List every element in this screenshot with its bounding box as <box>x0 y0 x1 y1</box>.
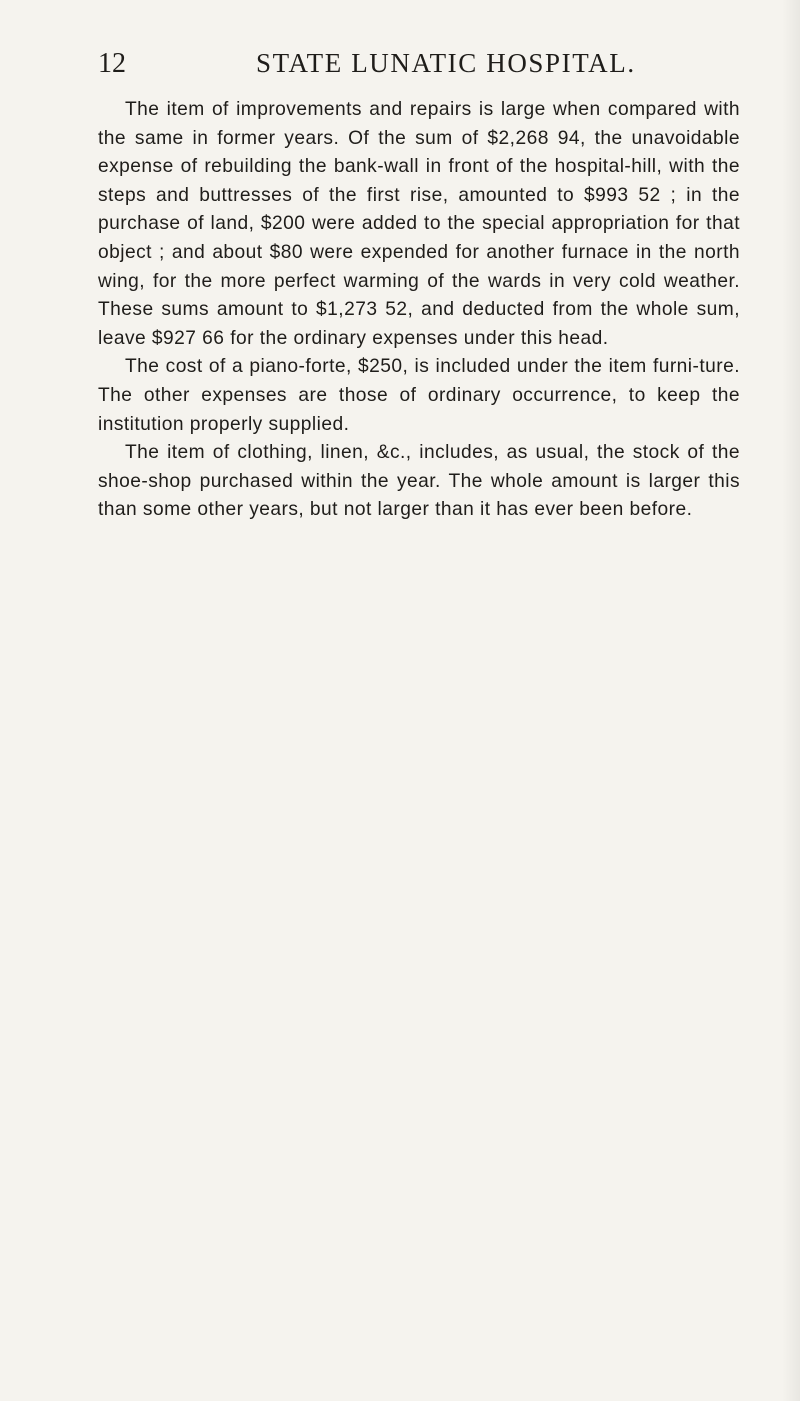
paragraph-clothing: The item of clothing, linen, &c., includes, as usual, the stock of the shoe-shop purchased within the year. The whole amount is larger this than some other years, but not larger than it has ever been before. <box>98 442 740 521</box>
paragraph-improvements: The item of improvements and repairs is large when compared with the same in former years. Of the sum of $2,268 94, the unavoidable expense of rebuilding the bank-wall in front of the hospital-hill, with the steps and buttresses of the first rise, amounted to $993 52 ; in the purchase of land, $200 were added to the special appropriation for that object ; and about $80 were expended for another furnace in the north wing, for the more perfect warming of the wards in very cold weather. These sums amount to $1,273 52, and deducted from the whole sum, leave $927 66 for the ordinary expenses under this head. <box>98 99 740 349</box>
paragraph-furniture: The cost of a piano-forte, $250, is included under the item furni-ture. The other expenses are those of ordinary occurrence, to keep the institution properly supplied. <box>98 356 740 435</box>
running-head <box>98 48 738 88</box>
page-edge-shadow <box>782 0 800 1401</box>
page-number: 12 <box>98 48 126 79</box>
page-header-title: STATE LUNATIC HOSPITAL. <box>256 48 636 78</box>
body-text <box>98 96 740 525</box>
